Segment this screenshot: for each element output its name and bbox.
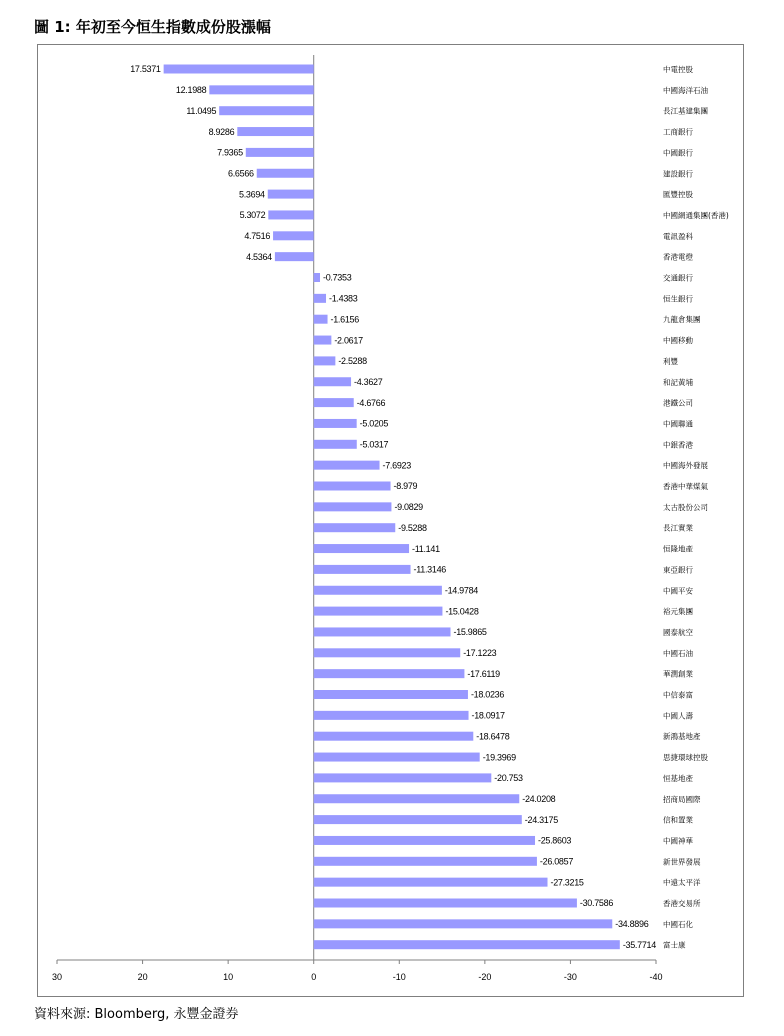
bar: [237, 127, 313, 136]
x-tick-label: 0: [311, 972, 317, 982]
data-label: -27.3215: [550, 877, 584, 888]
data-label: -25.8603: [538, 835, 572, 846]
bar: [314, 794, 520, 803]
bar: [314, 544, 409, 553]
bar: [314, 565, 411, 574]
bar: [314, 419, 357, 428]
category-label: 香港交易所: [663, 899, 701, 908]
bar: [314, 440, 357, 449]
category-label: 東亞銀行: [663, 565, 693, 575]
category-label: 匯豐控股: [663, 190, 693, 200]
category-label: 恒基地產: [663, 773, 693, 783]
category-label: 恒隆地產: [663, 544, 693, 554]
data-label: -19.3969: [482, 752, 516, 763]
bar: [257, 169, 314, 178]
category-label: 思捷環球控股: [663, 753, 708, 763]
data-label: -15.9865: [453, 627, 487, 638]
bar: [268, 210, 313, 219]
category-label: 中國移動: [663, 336, 693, 346]
x-tick-label: -40: [649, 972, 663, 982]
bar: [164, 65, 314, 74]
bar: [314, 377, 351, 386]
data-label: 5.3072: [239, 210, 266, 221]
data-label: -2.5288: [338, 356, 367, 367]
bar: [314, 294, 326, 303]
x-tick-label: 30: [51, 972, 63, 982]
bar: [219, 106, 314, 115]
data-label: -15.0428: [445, 606, 479, 617]
bar: [314, 461, 380, 470]
category-label: 招商局國際: [663, 794, 701, 804]
bar: [314, 732, 474, 741]
data-label: -18.6478: [476, 731, 510, 742]
data-label: 7.9365: [217, 147, 243, 158]
data-label: -24.3175: [524, 814, 558, 825]
category-label: 和記黃埔: [663, 377, 693, 387]
category-label: 建設銀行: [663, 169, 693, 179]
data-label: -2.0617: [334, 335, 363, 346]
category-label: 長江基建集團: [663, 106, 708, 116]
category-label: 交通銀行: [663, 273, 693, 283]
category-label: 中國神華: [663, 836, 693, 846]
category-label: 中國銀行: [663, 148, 693, 158]
category-label: 長江實業: [663, 523, 693, 533]
data-label: -1.6156: [330, 314, 359, 325]
bar: [314, 523, 396, 532]
bar: [314, 919, 613, 928]
x-tick-label: -20: [478, 972, 492, 982]
bar: [314, 336, 332, 345]
data-label: -11.141: [412, 543, 440, 554]
category-label: 香港電燈: [663, 252, 693, 262]
data-label: 4.7516: [244, 231, 271, 241]
data-label: 11.0495: [186, 105, 217, 116]
data-label: -30.7586: [579, 898, 614, 909]
data-label: -5.0205: [359, 418, 389, 429]
category-label: 華潤創業: [663, 669, 693, 679]
category-label: 國泰航空: [663, 627, 693, 637]
category-label: 中國網通集團(香港): [663, 210, 729, 220]
bar: [314, 899, 577, 908]
bar: [314, 836, 535, 845]
bar: [314, 857, 537, 866]
bar: [273, 231, 314, 240]
bar: [275, 252, 314, 261]
bar: [314, 648, 461, 657]
data-label: -24.0208: [522, 793, 556, 804]
source-note: 資料來源: Bloomberg, 永豐金證券: [34, 1007, 239, 1022]
category-label: 中國人壽: [663, 711, 693, 721]
category-label: 中電控股: [663, 65, 693, 74]
bar: [314, 753, 480, 762]
x-tick-label: 20: [137, 972, 148, 982]
chart-title: 圖 1: 年初至今恒生指數成份股漲幅: [34, 18, 271, 36]
data-label: -14.9784: [444, 585, 479, 596]
data-label: -1.4383: [329, 293, 358, 304]
category-label: 香港中華煤氣: [663, 482, 708, 491]
data-label: 4.5364: [246, 251, 272, 262]
category-label: 利豐: [663, 356, 678, 366]
data-label: -17.6119: [467, 668, 500, 679]
data-label: -20.753: [494, 773, 523, 784]
data-label: -9.0829: [394, 502, 423, 513]
bar: [314, 815, 522, 824]
chart-frame: [37, 44, 744, 997]
bar: [314, 627, 451, 636]
data-label: -26.0857: [539, 856, 574, 867]
category-label: 中遠太平洋: [663, 878, 701, 888]
bar: [314, 940, 620, 949]
x-tick-label: -10: [392, 972, 406, 982]
category-label: 中國海洋石油: [663, 85, 708, 95]
data-label: -17.1223: [463, 648, 497, 658]
bar: [314, 273, 320, 282]
data-label: 5.3694: [239, 189, 265, 200]
bar: [314, 669, 465, 678]
category-label: 富士康: [663, 940, 686, 950]
category-label: 新鴻基地產: [663, 732, 701, 742]
bar: [314, 482, 391, 491]
category-label: 裕元集團: [663, 607, 693, 617]
bar: [314, 711, 469, 720]
category-label: 中國平安: [663, 586, 693, 596]
category-label: 中國海外發展: [663, 461, 708, 471]
data-label: -34.8896: [615, 919, 649, 930]
category-label: 信和置業: [663, 815, 693, 825]
category-label: 中國石油: [663, 648, 693, 658]
category-label: 中信泰富: [663, 690, 693, 700]
category-label: 恒生銀行: [663, 294, 693, 304]
category-label: 港鐵公司: [663, 398, 693, 408]
category-label: 電訊盈科: [663, 231, 693, 241]
data-label: -8.979: [393, 481, 418, 492]
data-label: 6.6566: [228, 168, 254, 179]
category-label: 中銀香港: [663, 440, 693, 450]
bar-chart: [38, 45, 745, 998]
data-label: -0.7353: [323, 272, 352, 283]
bar: [209, 85, 313, 94]
category-label: 中國聯通: [663, 419, 693, 429]
x-tick-label: 10: [223, 972, 234, 982]
bar: [314, 690, 468, 699]
bar: [314, 878, 548, 887]
data-label: -7.6923: [382, 460, 411, 471]
bar: [314, 315, 328, 324]
category-label: 太古股份公司: [663, 502, 708, 512]
data-label: 8.9286: [208, 126, 235, 137]
data-label: -18.0917: [471, 710, 505, 721]
x-tick-label: -30: [563, 972, 577, 982]
bar: [314, 398, 354, 407]
data-label: 12.1988: [175, 85, 207, 96]
category-label: 工商銀行: [663, 127, 693, 137]
data-label: 17.5371: [130, 64, 161, 75]
bar: [246, 148, 314, 157]
bar: [314, 356, 336, 365]
category-label: 中國石化: [663, 919, 693, 929]
category-label: 新世界發展: [663, 857, 701, 867]
bar: [314, 607, 443, 616]
bar: [314, 586, 442, 595]
data-label: -9.5288: [398, 522, 427, 533]
data-label: -11.3146: [413, 564, 447, 575]
data-label: -4.3627: [354, 376, 383, 387]
bar: [268, 190, 314, 199]
bar: [314, 773, 492, 782]
data-label: -5.0317: [359, 439, 389, 450]
category-label: 九龍倉集團: [663, 315, 701, 325]
bar: [314, 502, 392, 511]
data-label: -4.6766: [356, 397, 386, 408]
data-label: -35.7714: [622, 939, 656, 950]
data-label: -18.0236: [470, 689, 505, 700]
